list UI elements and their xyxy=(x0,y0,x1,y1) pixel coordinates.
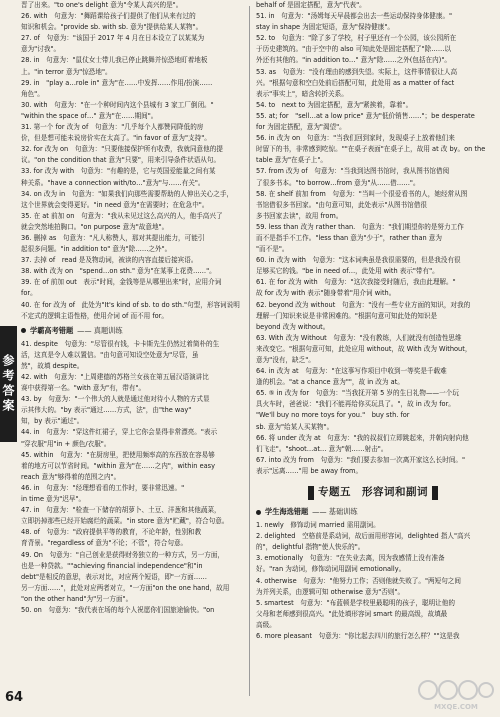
answer-line: 60. in 改为 with 句意为："这本词典虽是我很需要的，但是我没有很 xyxy=(256,256,461,265)
answer-line: 就会突然地拍胸口。"on purpose 意为"故意地"。 xyxy=(21,222,169,231)
answer-line: 不定式的逻辑主语性格，使用介词 of 而不用 for。 xyxy=(21,311,168,320)
answer-line: 34. on 改为 in 句意为："如果我们向那些需要帮助的人伸出关心之手， xyxy=(21,189,234,198)
answer-line: 们飞走"。"shoot…at… 意为"朝……射击"。 xyxy=(256,444,388,453)
answer-line: 4. otherwise 句意为："他努力工作；否则他就失败了。"两短句之间 xyxy=(256,576,461,585)
column-divider xyxy=(249,6,250,696)
answer-line: 角色"。 xyxy=(21,89,44,98)
answer-line: 种关系。"have a connection with/to…"意为"与……有关"。 xyxy=(21,178,205,187)
answer-line: 理解一门知识来说是非常困难的。"根据句意可知此处的知识是 xyxy=(256,311,438,320)
answer-line: 56. in 改为 on 句意为："当我们回到家时，发现桌子上放着他们来 xyxy=(256,134,455,143)
answer-line: 外还有其他的。"in addition to…" 意为"除……之外(包括在内)"。 xyxy=(256,56,451,65)
answer-line: 42. with 句意为："上周建德的苏格兰女孩在第五届汉语演讲比 xyxy=(21,373,209,381)
right-column xyxy=(256,0,490,642)
answer-line: 另一方面……"，此处对应两者对立，"一方面"on the one hand，故用 xyxy=(21,583,230,592)
answer-line: 51. in 句意为："汤姆每天早晨都会出去一些运动保持身体健康。" xyxy=(256,12,453,21)
answer-line: behalf of 是固定搭配，意为"代表"。 xyxy=(256,1,366,9)
answer-line: 2. delighted 空格前是系动词，故后面用形容词，delighted 指人"高兴 xyxy=(256,532,471,541)
answer-line: 父母和老师感到很高兴。"此处填形容词 smart 的最高级，故填最 xyxy=(256,609,448,618)
answer-line: 兴。"根据句意和空白处前后搭配可知，此处用 as a matter of fact xyxy=(256,78,455,87)
answer-line: 52. to 句意为："除了多了学校，村子里还有一个公园，该公园所在 xyxy=(256,34,457,43)
answer-line: 立即扔掉那些已经开始腐烂的蔬菜。"in store 意为"贮藏"，符合句意。 xyxy=(21,517,229,526)
answer-line: 30. with 句意为："在一个种时间内这个县城有 3 家工厂倒闭。" xyxy=(21,100,214,109)
answer-line: 37. 去掉 of read 是及物动词，被读的内容直接后接宾语。 xyxy=(21,256,198,265)
section-heading-exam-errors xyxy=(21,326,243,336)
answer-line: 的"，delightful 指物"使人快乐的"。 xyxy=(256,543,365,552)
answer-line: beyond 改为 without。 xyxy=(256,322,330,331)
answer-line: 上。"in terror 意为"惊恐地"。 xyxy=(21,67,112,76)
answer-line: 晋了出来。"to one's delight 意为"令某人高兴的是"。 xyxy=(21,1,183,9)
answer-line: 49. On 句意为："自己创业是获得财务独立的一种方式，另一方面， xyxy=(21,550,225,559)
answer-line: 时留下的书，非常感到吃惊。""在桌子表面"在桌子上，故用 at 改 by。on the xyxy=(256,145,486,154)
answer-line: "within the space of…" 意为"在……期间"。 xyxy=(21,111,158,120)
answer-line: 39. 在 of 前加 out 表示"时间，金钱等是从哪里出来"时，应用介词 xyxy=(21,278,222,287)
answer-line: 来改变它。"根据句意可知，此处应用 without，故 With 改为 Without， xyxy=(256,344,472,353)
answer-line: in time 意为"迟早"。 xyxy=(21,495,86,504)
answer-line: 54. to next to 为固定搭配，意为"紧挨着，靠着"。 xyxy=(256,100,413,109)
answer-line: table 意为"在桌子上"。 xyxy=(256,156,328,165)
answer-line: 为并列关系，由逻辑可知 otherwise 意为"否则"。 xyxy=(256,587,405,596)
answer-line: 33. for 改为 with 句意为："有趣的是，它与英国爱能量之间有某 xyxy=(21,167,216,176)
left-answers-bottom xyxy=(21,339,243,616)
answer-line: 35. 在 at 前加 on 句意为："我从未见过这么高兴的人，他手高兴了 xyxy=(21,211,223,220)
section-heading-student-errors xyxy=(256,507,490,517)
chapter-heading xyxy=(256,484,490,502)
answer-line: 表示"事实上"，暗含转折关系。 xyxy=(256,89,348,98)
answer-line: 63. With 改为 Without 句意为："没有教练，人们就没有创造性思维 xyxy=(256,333,462,342)
watermark-logo-icon xyxy=(416,675,496,713)
left-answers-top xyxy=(21,0,243,322)
answer-line: 故 for 改为 with 表示"随身带着"用介词 with。 xyxy=(256,289,396,298)
answer-line: 64. in 改为 at 句意为："在这事写作项目中收到一等奖是千载难 xyxy=(256,367,447,376)
heading-bar-right xyxy=(432,486,438,500)
watermark-text: MXQE.COM xyxy=(434,703,478,711)
answer-line: 32. for 改为 on 句意为："只要他接保护所有收费，我就同意他的提 xyxy=(21,145,223,154)
section-subtitle: —— 基础训练 xyxy=(312,507,358,517)
answer-line: 31. 第一个 for 改为 of 句意为："几乎每个人都赞同降低的房 xyxy=(21,123,204,132)
answer-line: 29. in "play a…role in" 意为"在……中发挥……作用/扮演…… xyxy=(21,78,213,87)
answer-line: 28. in 句意为："鼠仗女士带儿我已停止跳舞并惊恐地盯着地板 xyxy=(21,56,208,65)
answer-line: 41. despite 句意为："尽管很有钱，卡卡斯先生仍然过着简朴的生 xyxy=(21,339,220,348)
answer-line: 赛中获得第一名。"with 意为"有，带有"。 xyxy=(21,384,146,393)
answer-line: 意为"讨我"。 xyxy=(21,45,61,54)
answer-line: 书馆借很多书回家。"由句意可知，此处表示"从图书馆借很 xyxy=(256,200,427,209)
answer-line: for。 xyxy=(21,289,37,298)
answer-line: 58. 在 shelf 前加 from 句意为："当叫一个很爱看书的人，她经常从图 xyxy=(256,189,468,198)
answer-line: 50. on 句意为："我代表在场的每个人祝愿你们国旅途愉快。"on xyxy=(21,605,215,614)
answer-line: 48. of 句意为："政府提供平等的教育，不论年龄，性别和教 xyxy=(21,528,202,537)
answer-line: 高级。 xyxy=(256,620,276,629)
page-number: 64 xyxy=(5,690,24,705)
answer-line: "穿衣服"用"in + 颜色/衣服"。 xyxy=(21,439,111,448)
section-title: 学生海选错题 xyxy=(265,507,309,517)
answer-line: stay in shape 为固定短语，意为"保持健康"。 xyxy=(256,23,394,32)
answer-line: 65. ⑤ in 改为 for 句意为："当我抚开第 5 岁的生日礼物——一个玩 xyxy=(256,389,459,398)
answer-line: 意为"没有，缺乏"。 xyxy=(256,356,315,364)
bullet-icon xyxy=(256,510,261,515)
answer-line: 3. emotionally 句意为："在失业去离，因为我感情上没有准备 xyxy=(256,554,445,563)
section-title: 学霸高考错题 xyxy=(30,326,74,336)
answer-line: 足够买它的钱。"be in need of…，此处用 with 表示"带有"。 xyxy=(256,267,439,276)
answer-line: 59. less than 改为 rather than. 句意为："我们期望你的是努力工作 xyxy=(256,222,464,231)
answer-line: reach 意为"够得着的范围之内"。 xyxy=(21,472,121,481)
answer-line: 起很多问题。"in addition to" 意为"除……之外"。 xyxy=(21,245,172,254)
answer-line: 这个世界就会变得更好。"in need 意为"在需要时；在危急中"。 xyxy=(21,200,209,209)
answer-line: sb. 意为"给某人买某物"。 xyxy=(256,422,334,431)
answer-line: 53. as 句意为："没有理由的感到失望。实际上，这件事情很让人高 xyxy=(256,67,458,76)
chapter-title: 专题五 形容词和副词 xyxy=(318,486,428,499)
answer-line: 6. more pleasant 句意为："你比起去四川的旅行怎么样？""这是我 xyxy=(256,631,460,640)
answer-line: 逢的机会。"at a chance 意为""，故 in 改为 at。 xyxy=(256,378,404,387)
answer-line: for 为固定搭配，意为"渴望"。 xyxy=(256,123,346,132)
answer-line: 价，但是想可能未说房价实在太高了。"in favor of 意为"支持"。 xyxy=(21,134,211,143)
answer-line: 然"，故填 despite。 xyxy=(21,361,84,370)
answer-line: 40. 在 for 改为 of 此处为"It's kind of sb. to do sth."句型，形容词说明 xyxy=(21,300,240,309)
answer-line: 也是一种贷款。""achieving financial independence"和"in xyxy=(21,561,203,570)
answer-line: 知识和机会。"provide sb. with sb. 意为"提供给某人某物"。 xyxy=(21,23,203,32)
answer-line: 46. in 句意为："经理想看看的工作时，要非常迅速。" xyxy=(21,483,185,492)
left-column xyxy=(21,0,243,616)
answer-line: 26. with 句意为："舞蹈课给孩子们提供了他们从来有过的 xyxy=(21,12,196,21)
answer-line: 多书回家去读"，故用 from。 xyxy=(256,211,343,220)
answer-line: 知，by 表示"通过"。 xyxy=(21,417,84,426)
answer-line: "而不是"。 xyxy=(256,245,289,254)
right-answers-bottom xyxy=(256,520,490,642)
answer-line: 育背景。"regardless of 意为"不论；不管"，符合句意。 xyxy=(21,539,188,548)
answer-line: 36. 删掉 as 句意为："凡人称赞人，那对其提出能力，可能引 xyxy=(21,233,205,242)
answer-line: 表示"远离……"用 be away from。 xyxy=(256,466,363,475)
answer-line: 而不是指手不工作。"less than 意为"少于"，rather than 意为 xyxy=(256,233,442,242)
answer-line: 43. by 句意为："一个伟大的人就是通过他对待小人物的方式显 xyxy=(21,395,210,404)
right-answers-top xyxy=(256,0,490,477)
answer-line: 着的地方可以节省时间。"within 意为"在……之内"，within easy xyxy=(21,461,216,470)
answer-line: 55. at; for "sell…at a low price" 意为"低价销售……"；be desperate xyxy=(256,111,475,120)
side-tab-answer-key: 参考答案 xyxy=(0,326,17,442)
answer-line: 47. in 句意为："检查一下储存的胡萝卜、土豆、洋葱和其他蔬菜， xyxy=(21,506,221,515)
answer-line: 具火车时，爸爸说："我们不能再给你买玩具了。"，故 in 改为 for。 xyxy=(256,400,455,409)
answer-line: 好。"ran 为动词，修饰动词用副词 emotionally。 xyxy=(256,565,406,574)
answer-line: 66. 将 under 改为 at 句意为："我的叔叔们立即跳起来，并朝向射向他 xyxy=(256,433,469,442)
answer-line: 44. in 句意为："穿这件红裙子，穿上它你会显得非常漂亮。"表示 xyxy=(21,428,218,437)
answer-line: 27. of 句意为："该国于 2017 年 4 月在日本设立了以某某为 xyxy=(21,34,205,43)
answer-line: 61. 在 for 改为 with 句意为："这次我接受时随后，我由此理解。" xyxy=(256,278,456,287)
answer-line: "We'll buy no more toys for you." buy sth. for xyxy=(256,411,410,420)
answer-line: 1. newly 修饰动词 married 需用副词。 xyxy=(256,521,380,530)
answer-line: 57. from 改为 of 句意为："当我到达图书馆时，我从图书馆借阅 xyxy=(256,167,450,176)
answer-line: debt"是相反的意思，表示对比，对应两个短语，即"一方面…… xyxy=(21,572,207,581)
answer-line: 5. smartest 句意为："布蓝顿是学校里最聪明的孩子，聪明让他的 xyxy=(256,598,455,607)
answer-line: 活，这真是令人难以置信。"由句意可知设空处意为"尽管，虽 xyxy=(21,350,199,359)
answer-line: 62. beyond 改为 without 句意为："没有一些专业方面的知识，对我的 xyxy=(256,300,471,309)
answer-line: 67. into 改为 from 句意为："我们要去参加一次离开家这么长时间。" xyxy=(256,455,466,464)
answer-line: 示其伟大的。"by 表示"通过……方式，法"，由"the way" xyxy=(21,406,192,415)
bullet-icon xyxy=(21,328,26,333)
answer-line: 议。"on the condition that 意为"只要"，用来引导条件状语从句。 xyxy=(21,156,221,165)
answer-line: 于历史建筑的。"由于空中的 also 可知此处是固定搭配了"除……以 xyxy=(256,45,452,54)
answer-line: "on the other hand"为"另一方面"。 xyxy=(21,594,133,603)
heading-bar-left xyxy=(308,486,314,500)
answer-line: 了很多书本。"to borrow…from 意为"从……借……"。 xyxy=(256,178,420,187)
answer-line: 38. with 改为 on "spend…on sth." 意为"在某事上花费……"。 xyxy=(21,267,216,276)
section-subtitle: —— 真题训练 xyxy=(77,326,123,336)
answer-line: 45. within 句意为："在厨房里，把使用频率高的东西放在容易够 xyxy=(21,450,215,459)
